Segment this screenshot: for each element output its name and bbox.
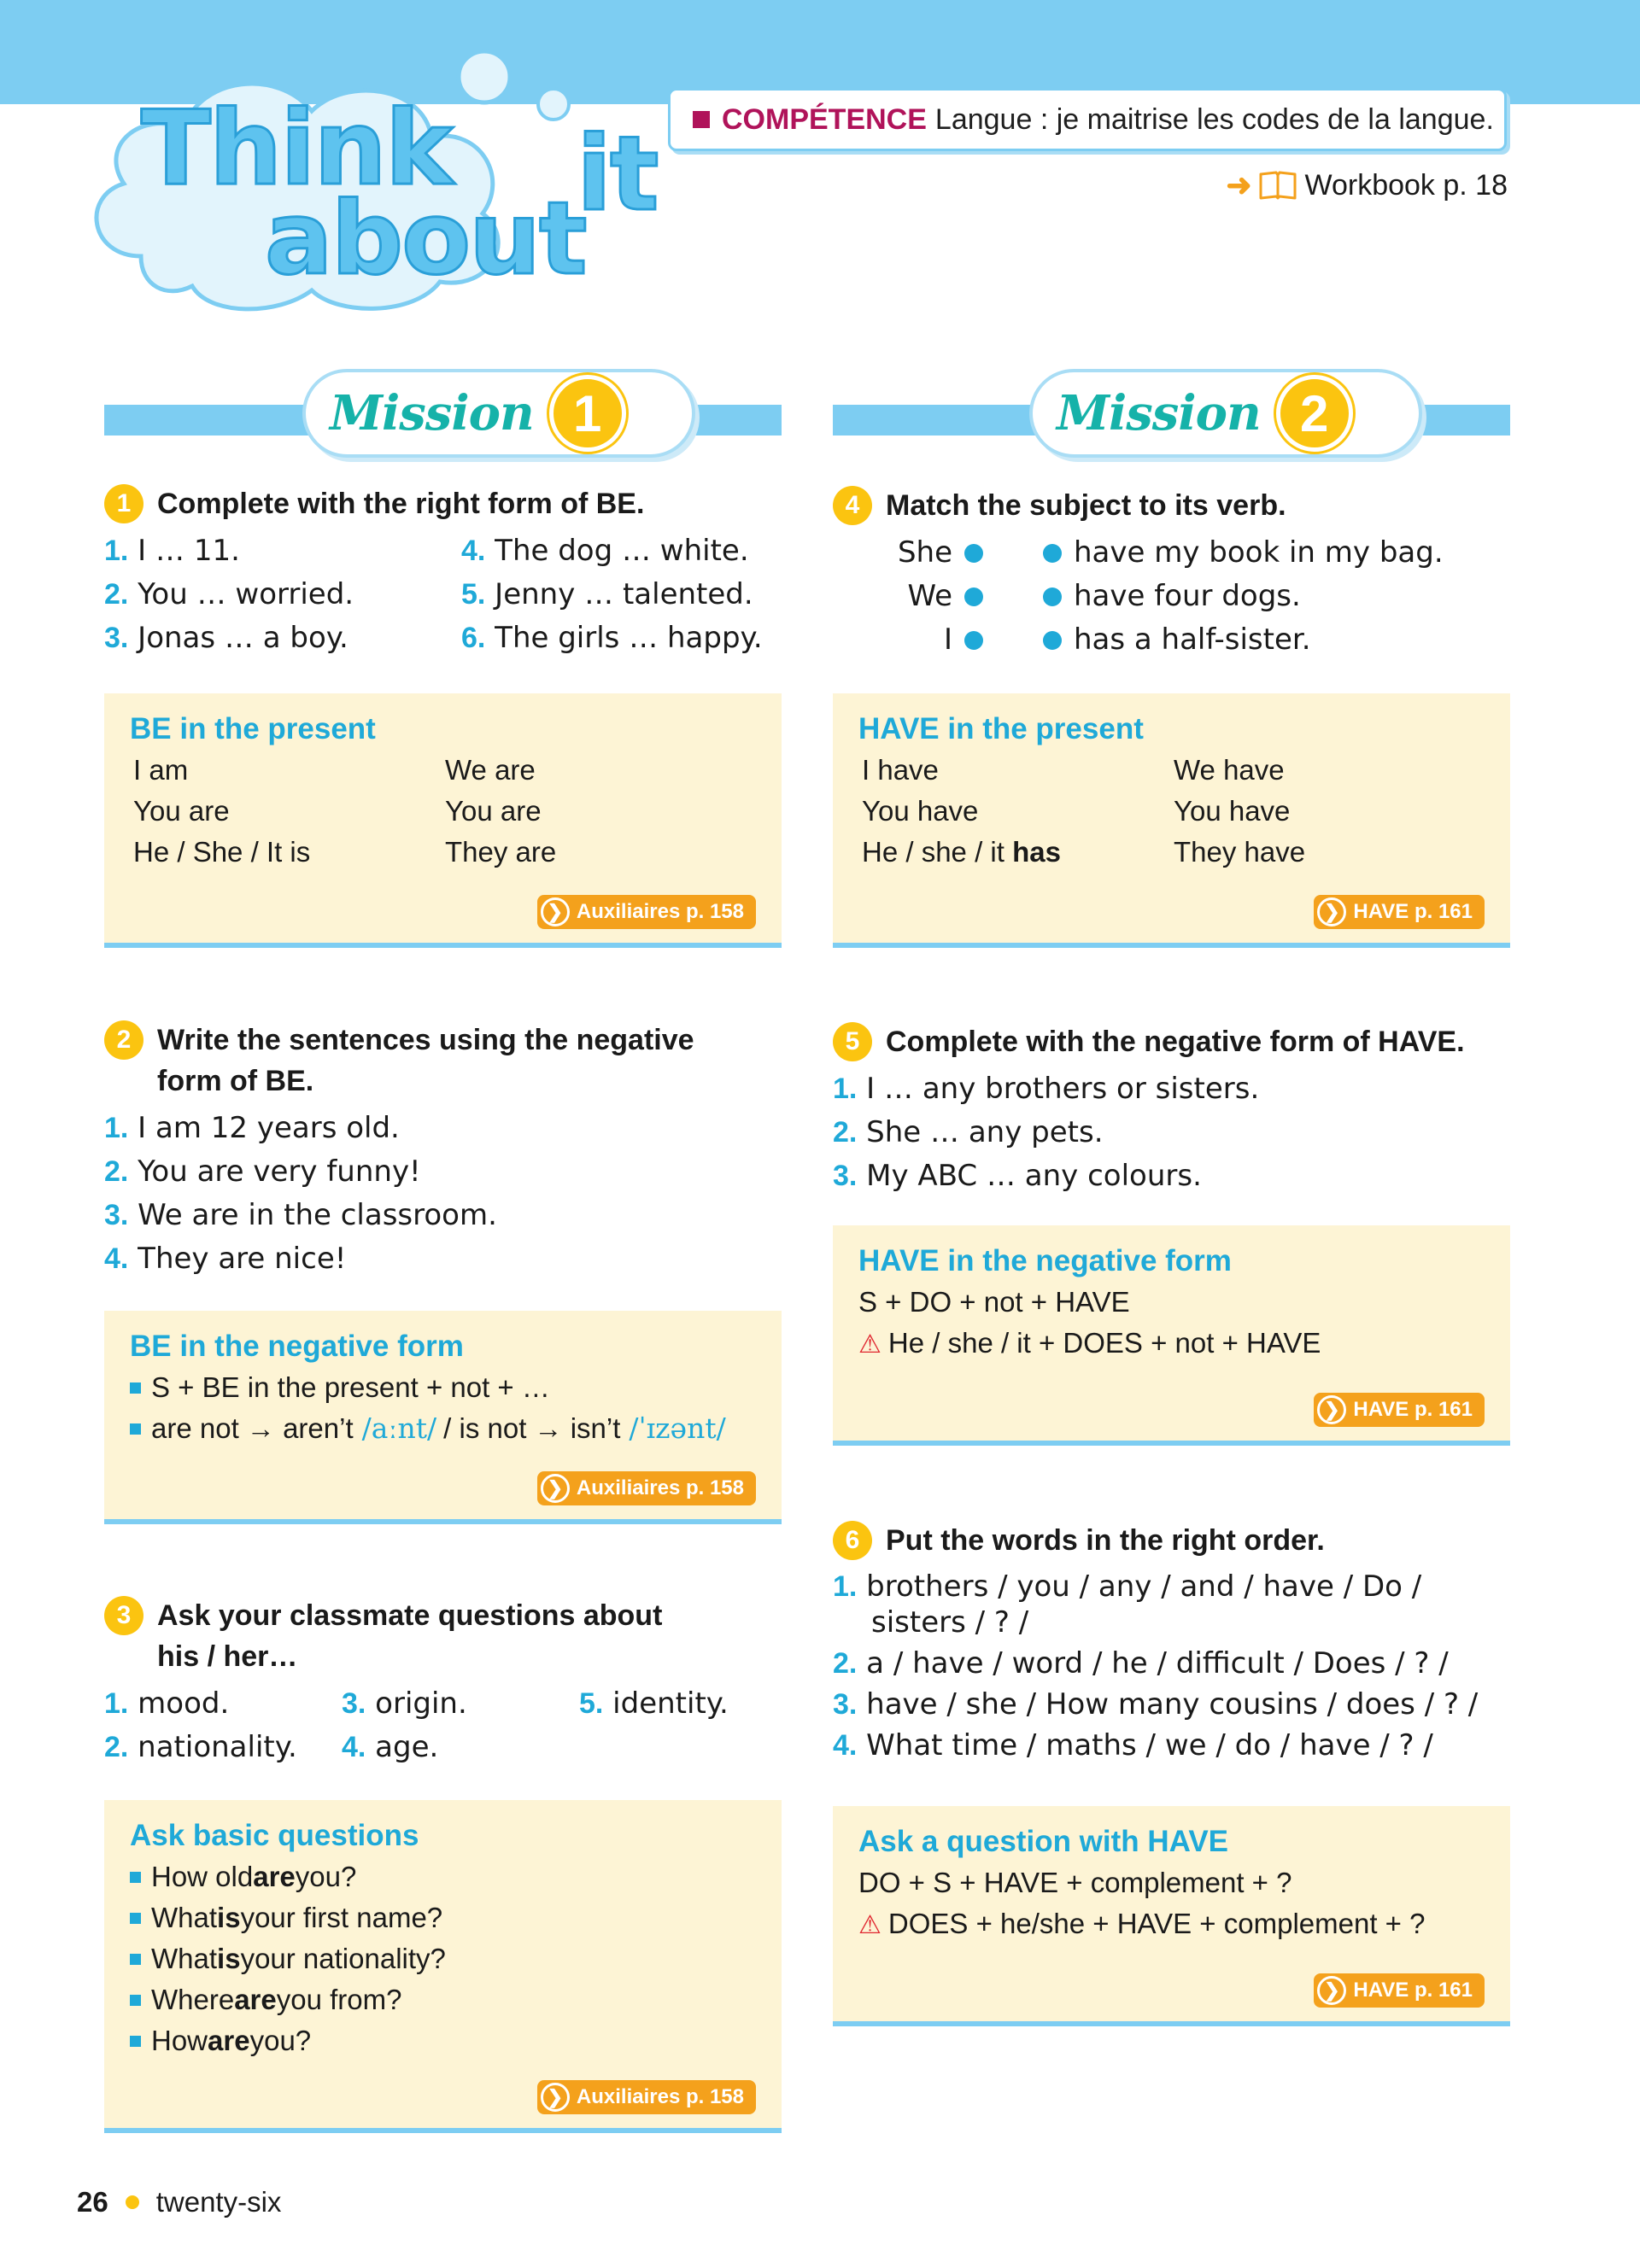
exercise-4-title: Match the subject to its verb. (886, 489, 1286, 522)
exercise-6-items (833, 1566, 1516, 1766)
exercise-2-header (104, 1020, 788, 1102)
rule-line: S + DO + not + HAVE (858, 1286, 1130, 1318)
square-icon (693, 111, 710, 128)
exercise-3-header (104, 1595, 788, 1677)
table-cell: We have (1174, 754, 1285, 786)
reference-label: Auxiliaires p. 158 (576, 1476, 744, 1499)
list-item: 2. You are very funny! (104, 1154, 421, 1189)
logo-it: it (577, 115, 658, 234)
list-item: 2. You … worried. (104, 577, 354, 611)
exercise-1-header (104, 483, 788, 524)
list-item: 3. Jonas … a boy. (104, 621, 348, 655)
list-item: 4. age. (342, 1730, 439, 1764)
list-item: 1. brothers / you / any / and / have / Do / sisters / ? / (833, 1569, 1422, 1640)
question-list (130, 1856, 756, 2061)
exercise-1-title: Complete with the right form of BE. (157, 488, 645, 520)
table-cell: You are (133, 795, 230, 827)
box-title: BE in the present (130, 712, 376, 745)
reference-label: HAVE p. 161 (1353, 1979, 1473, 2002)
page-number-words: twenty-six (155, 2186, 282, 2218)
match-dot[interactable] (964, 544, 983, 563)
table-cell: I am (133, 754, 189, 786)
list-item: 2. a / have / word / he / difficult / Does / ? / (833, 1646, 1449, 1681)
match-dot[interactable] (964, 631, 983, 650)
exercise-number-badge: 5 (833, 1022, 872, 1061)
reference-label: Auxiliaires p. 158 (576, 2085, 744, 2108)
box-title: Ask basic questions (130, 1819, 419, 1852)
list-item: 3. origin. (342, 1686, 467, 1721)
warning-icon: ⚠ (858, 1911, 882, 1939)
exercise-4-header (833, 485, 1516, 526)
rule-line: ⚠ He / she / it + DOES + not + HAVE (858, 1327, 1321, 1359)
think-about-it-logo (81, 43, 679, 324)
book-icon (1258, 170, 1297, 201)
rule-lines (858, 1282, 1485, 1365)
list-item: What is your first name? (130, 1897, 756, 1938)
match-dot[interactable] (1043, 587, 1062, 606)
exercise-2-items (104, 1107, 788, 1281)
list-item: 4. The dog … white. (461, 534, 749, 568)
mission-2-number: 2 (1276, 375, 1353, 452)
exercise-3-title: Ask your classmate questions about his / her… (157, 1599, 663, 1673)
competence-label: COMPÉTENCE (722, 102, 927, 136)
conjugation-table (130, 750, 756, 873)
list-item: What is your nationality? (130, 1938, 756, 1979)
logo-think: Think (141, 90, 452, 208)
basic-questions-box (104, 1800, 782, 2133)
exercise-number-badge: 1 (104, 484, 144, 523)
table-cell: You have (862, 795, 979, 827)
list-item: How are you? (130, 2020, 756, 2061)
list-item: 4. What time / maths / we / do / have / ? / (833, 1728, 1433, 1762)
mission-2-word: Mission (1057, 385, 1261, 441)
list-item: 1. I … any brothers or sisters. (833, 1072, 1260, 1106)
list-item: 4. They are nice! (104, 1242, 347, 1276)
chevron-right-icon: ❯ (541, 2083, 570, 2112)
match-row: I has a half-sister. (943, 623, 1311, 657)
be-negative-box (104, 1311, 782, 1524)
mission-1-pill (302, 369, 695, 458)
list-item: 2. nationality. (104, 1730, 297, 1764)
workbook-link[interactable] (1226, 167, 1508, 203)
exercise-5 (833, 1021, 1516, 1198)
be-present-box (104, 693, 782, 948)
mission-1-header (104, 369, 782, 463)
table-cell: They have (1174, 836, 1306, 868)
warning-icon: ⚠ (858, 1330, 882, 1359)
exercise-4 (833, 485, 1516, 662)
list-item: 3. My ABC … any colours. (833, 1159, 1202, 1193)
have-present-box (833, 693, 1510, 948)
table-cell: You have (1174, 795, 1291, 827)
exercise-6-header (833, 1520, 1516, 1561)
reference-button[interactable] (1314, 1393, 1485, 1427)
arrow-right-icon: ➜ (1226, 167, 1252, 202)
list-item: 6. The girls … happy. (461, 621, 763, 655)
page-footer (77, 2186, 281, 2218)
list-item: 5. Jenny … talented. (461, 577, 753, 611)
exercise-1-items (104, 529, 788, 660)
reference-button[interactable] (1314, 895, 1485, 929)
reference-label: HAVE p. 161 (1353, 1398, 1473, 1421)
match-dot[interactable] (1043, 631, 1062, 650)
rule-lines (130, 1367, 756, 1449)
exercise-6 (833, 1520, 1516, 1766)
list-item: 2. She … any pets. (833, 1115, 1104, 1149)
exercise-number-badge: 2 (104, 1020, 144, 1060)
exercise-5-header (833, 1021, 1516, 1062)
list-item: are not → aren’t /aːnt/ / is not → isn’t /ˈɪzənt/ (130, 1408, 756, 1449)
mission-1-number: 1 (549, 375, 626, 452)
list-item: 3. have / she / How many cousins / does / ? / (833, 1687, 1479, 1721)
table-cell: I have (862, 754, 939, 786)
competence-box (668, 88, 1507, 151)
exercise-2 (104, 1020, 788, 1281)
mission-2-pill (1029, 369, 1422, 458)
mission-2-header (833, 369, 1510, 463)
reference-button[interactable] (537, 1471, 756, 1505)
exercise-number-badge: 6 (833, 1521, 872, 1560)
competence-text: Langue : je maitrise les codes de la langue. (934, 102, 1494, 136)
table-cell: He / She / It is (133, 836, 311, 868)
box-title: HAVE in the present (858, 712, 1144, 745)
list-item: 3. We are in the classroom. (104, 1198, 497, 1232)
reference-button[interactable] (1314, 1973, 1485, 2008)
list-item: 5. identity. (579, 1686, 729, 1721)
list-item: 1. I am 12 years old. (104, 1111, 400, 1145)
list-item: Where are you from? (130, 1979, 756, 2020)
match-row: She have my book in my bag. (897, 535, 1444, 570)
list-item: How old are you? (130, 1856, 756, 1897)
exercise-5-title: Complete with the negative form of HAVE. (886, 1026, 1465, 1058)
box-title: Ask a question with HAVE (858, 1825, 1229, 1858)
logo-about: about (265, 179, 586, 297)
exercise-3-items (104, 1682, 788, 1769)
exercise-5-items (833, 1067, 1516, 1198)
exercise-number-badge: 3 (104, 1596, 144, 1635)
chevron-right-icon: ❯ (1317, 1395, 1346, 1424)
rule-line: ⚠ DOES + he/she + HAVE + complement + ? (858, 1908, 1426, 1939)
table-cell: You are (445, 795, 542, 827)
workbook-text: Workbook p. 18 (1304, 168, 1508, 202)
dot-icon (126, 2195, 139, 2209)
page-number: 26 (77, 2186, 108, 2218)
rule-line: DO + S + HAVE + complement + ? (858, 1867, 1292, 1898)
have-negative-box (833, 1225, 1510, 1446)
chevron-right-icon: ❯ (541, 897, 570, 926)
match-dot[interactable] (1043, 544, 1062, 563)
matching-exercise (833, 531, 1516, 662)
list-item: S + BE in the present + not + … (130, 1367, 756, 1408)
table-cell: They are (445, 836, 557, 868)
exercise-1 (104, 483, 788, 660)
box-title: HAVE in the negative form (858, 1244, 1232, 1277)
table-cell: We are (445, 754, 536, 786)
chevron-right-icon: ❯ (541, 1474, 570, 1503)
table-cell: He / she / it has (862, 836, 1061, 868)
have-question-box (833, 1806, 1510, 2026)
exercise-number-badge: 4 (833, 486, 872, 525)
conjugation-table (858, 750, 1485, 873)
reference-button[interactable] (537, 2080, 756, 2114)
chevron-right-icon: ❯ (1317, 897, 1346, 926)
exercise-6-title: Put the words in the right order. (886, 1524, 1325, 1557)
reference-label: Auxiliaires p. 158 (576, 900, 744, 923)
chevron-right-icon: ❯ (1317, 1976, 1346, 2005)
reference-label: HAVE p. 161 (1353, 900, 1473, 923)
mission-1-word: Mission (330, 385, 534, 441)
reference-button[interactable] (537, 895, 756, 929)
exercise-3 (104, 1595, 788, 1769)
list-item: 1. I … 11. (104, 534, 240, 568)
list-item: 1. mood. (104, 1686, 230, 1721)
exercise-2-title: Write the sentences using the negative form of BE. (157, 1024, 694, 1097)
box-title: BE in the negative form (130, 1330, 464, 1363)
match-row: We have four dogs. (907, 579, 1301, 613)
match-dot[interactable] (964, 587, 983, 606)
rule-lines (858, 1862, 1485, 1946)
